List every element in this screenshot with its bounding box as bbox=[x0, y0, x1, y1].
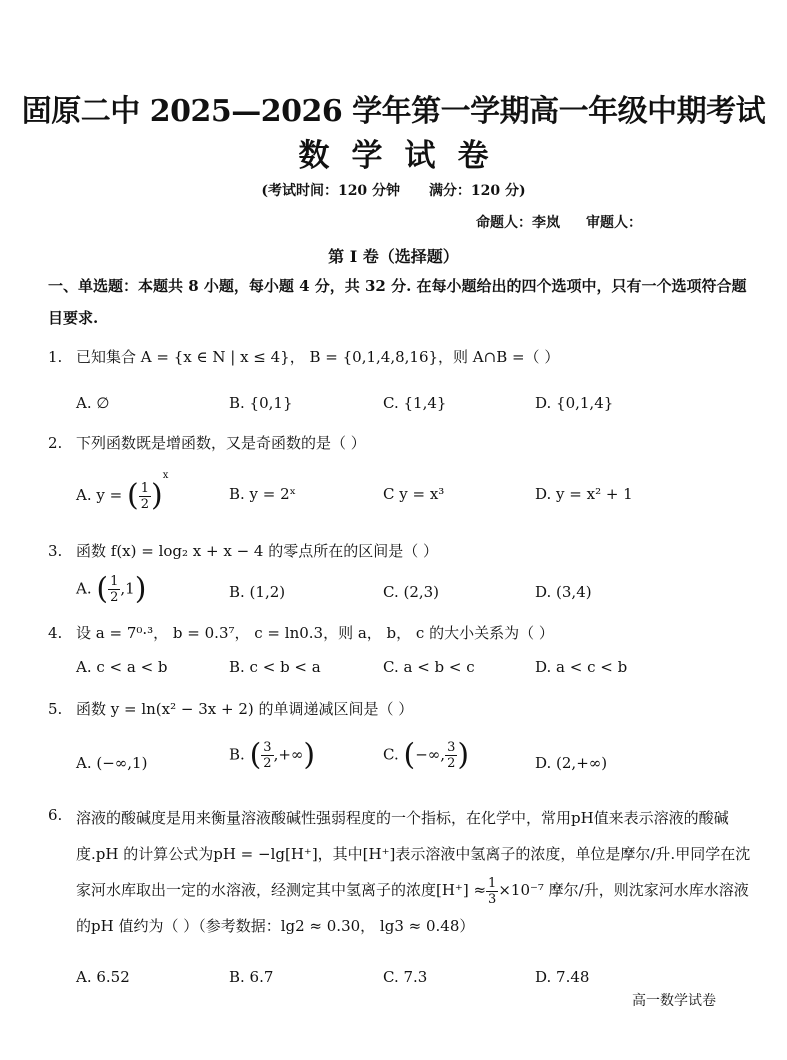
subject-title: 数学试卷 bbox=[298, 138, 511, 174]
option-c: C. a < b < c bbox=[383, 658, 475, 676]
numerator: 1 bbox=[110, 574, 119, 589]
left-paren: ( bbox=[403, 737, 416, 773]
denominator: 2 bbox=[447, 756, 456, 771]
question-6-line-2: 度.pH 的计算公式为pH = −lg[H⁺]，其中[H⁺]表示溶液中氢离子的浓度，单位是摩尔/升.甲同学在沈 bbox=[76, 845, 751, 863]
fraction bbox=[261, 740, 273, 771]
option-c-prefix: C. bbox=[383, 745, 399, 764]
option-b-rest: ,+∞ bbox=[273, 745, 304, 764]
option-c: C y = x³ bbox=[383, 485, 445, 503]
option-d: D. {0,1,4} bbox=[535, 394, 614, 412]
option-d: D. y = x² + 1 bbox=[535, 485, 633, 503]
question-2 bbox=[48, 432, 366, 453]
option-b-prefix: B. bbox=[229, 745, 245, 764]
question-text: 设 a = 7⁰·³， b = 0.3⁷， c = ln0.3，则 a， b， c 的大小关系为（ ） bbox=[76, 624, 554, 642]
numerator: 3 bbox=[263, 740, 272, 755]
question-text: 下列函数既是增函数，又是奇函数的是（ ） bbox=[76, 434, 366, 452]
option-b: B. {0,1} bbox=[229, 394, 293, 412]
numerator: 1 bbox=[488, 875, 497, 891]
fraction bbox=[445, 740, 457, 771]
left-paren: ( bbox=[126, 478, 139, 513]
reviewer: 审题人： bbox=[586, 215, 642, 231]
question-number: 1. bbox=[48, 348, 63, 366]
fraction bbox=[108, 574, 120, 605]
page-footer: 高一数学试卷 bbox=[632, 993, 716, 1009]
question-number: 4. bbox=[48, 624, 63, 642]
question-6 bbox=[76, 800, 756, 944]
option-a bbox=[76, 571, 147, 607]
option-b: B. y = 2ˣ bbox=[229, 485, 297, 503]
question-number: 5. bbox=[48, 700, 63, 718]
numerator: 1 bbox=[140, 480, 149, 496]
denominator: 2 bbox=[140, 496, 149, 512]
exam-title: 固原二中 2025—2026 学年第一学期高一年级中期考试 bbox=[21, 94, 766, 129]
option-a-prefix: A. y = bbox=[76, 486, 123, 504]
option-b: B. (1,2) bbox=[229, 583, 286, 601]
fraction bbox=[139, 481, 151, 512]
denominator: 3 bbox=[488, 891, 497, 907]
right-paren: ) bbox=[150, 478, 163, 513]
question-6-line-3 bbox=[76, 872, 756, 908]
option-d: D. a < c < b bbox=[535, 658, 628, 676]
exam-meta bbox=[0, 180, 787, 200]
question-6-line-4: 的pH 值约为（ ）（参考数据：lg2 ≈ 0.30， lg3 ≈ 0.48） bbox=[76, 917, 475, 935]
option-c: C. {1,4} bbox=[383, 394, 447, 412]
exponent: x bbox=[162, 470, 169, 481]
option-b: B. 6.7 bbox=[229, 968, 274, 986]
option-b: B. c < b < a bbox=[229, 658, 321, 676]
right-paren: ) bbox=[303, 737, 316, 773]
fraction bbox=[486, 876, 498, 907]
question-number: 2. bbox=[48, 434, 63, 452]
option-c: C. 7.3 bbox=[383, 968, 428, 986]
question-text: 已知集合 A = {x ∈ N | x ≤ 4}， B = {0,1,4,8,16}，则 A∩B =（ ） bbox=[76, 348, 560, 366]
exam-time: (考试时间：120 分钟 bbox=[261, 183, 401, 199]
option-c bbox=[383, 737, 470, 773]
setter: 命题人：李岚 bbox=[476, 215, 560, 231]
part-heading: 第 I 卷（选择题） bbox=[328, 247, 459, 266]
option-a bbox=[76, 470, 168, 512]
question-number: 3. bbox=[48, 542, 63, 560]
option-a-prefix: A. bbox=[76, 579, 92, 598]
option-a: A. ∅ bbox=[76, 394, 110, 412]
full-score: 满分：120 分) bbox=[428, 183, 526, 199]
question-6-line-1: 溶液的酸碱度是用来衡量溶液酸碱性强弱程度的一个指标，在化学中，常用pH值来表示溶液的酸碱 bbox=[76, 809, 729, 827]
option-a: A. (−∞,1) bbox=[76, 754, 148, 772]
right-paren: ) bbox=[134, 571, 147, 607]
option-c-lead: −∞, bbox=[415, 745, 446, 764]
question-4 bbox=[48, 622, 554, 643]
question-text: 函数 y = ln(x² − 3x + 2) 的单调递减区间是（ ） bbox=[76, 700, 414, 718]
option-b bbox=[229, 737, 316, 773]
numerator: 3 bbox=[447, 740, 456, 755]
question-5 bbox=[48, 698, 413, 719]
option-d: D. (2,+∞) bbox=[535, 754, 608, 772]
line-3-prefix: 家河水库取出一定的水溶液，经测定其中氢离子的浓度[H⁺] ≈ bbox=[76, 881, 487, 899]
option-a-rest: ,1 bbox=[120, 579, 135, 598]
option-c: C. (2,3) bbox=[383, 583, 440, 601]
denominator: 2 bbox=[263, 756, 272, 771]
exam-authors bbox=[476, 212, 668, 232]
section-heading: 一、单选题：本题共 8 小题，每小题 4 分，共 32 分. 在每小题给出的四个选项中，只有一个选项符合题目要求. bbox=[48, 277, 747, 327]
question-1 bbox=[48, 346, 559, 367]
line-3-suffix: ×10⁻⁷ 摩尔/升，则沈家河水库水溶液 bbox=[498, 881, 749, 899]
denominator: 2 bbox=[110, 590, 119, 605]
option-d: D. 7.48 bbox=[535, 968, 590, 986]
right-paren: ) bbox=[457, 737, 470, 773]
option-d: D. (3,4) bbox=[535, 583, 592, 601]
question-text: 函数 f(x) = log₂ x + x − 4 的零点所在的区间是（ ） bbox=[76, 542, 439, 560]
left-paren: ( bbox=[96, 571, 109, 607]
left-paren: ( bbox=[249, 737, 262, 773]
option-a: A. 6.52 bbox=[76, 968, 130, 986]
question-6-number: 6. bbox=[48, 806, 63, 824]
question-3 bbox=[48, 540, 438, 561]
option-a: A. c < a < b bbox=[76, 658, 168, 676]
